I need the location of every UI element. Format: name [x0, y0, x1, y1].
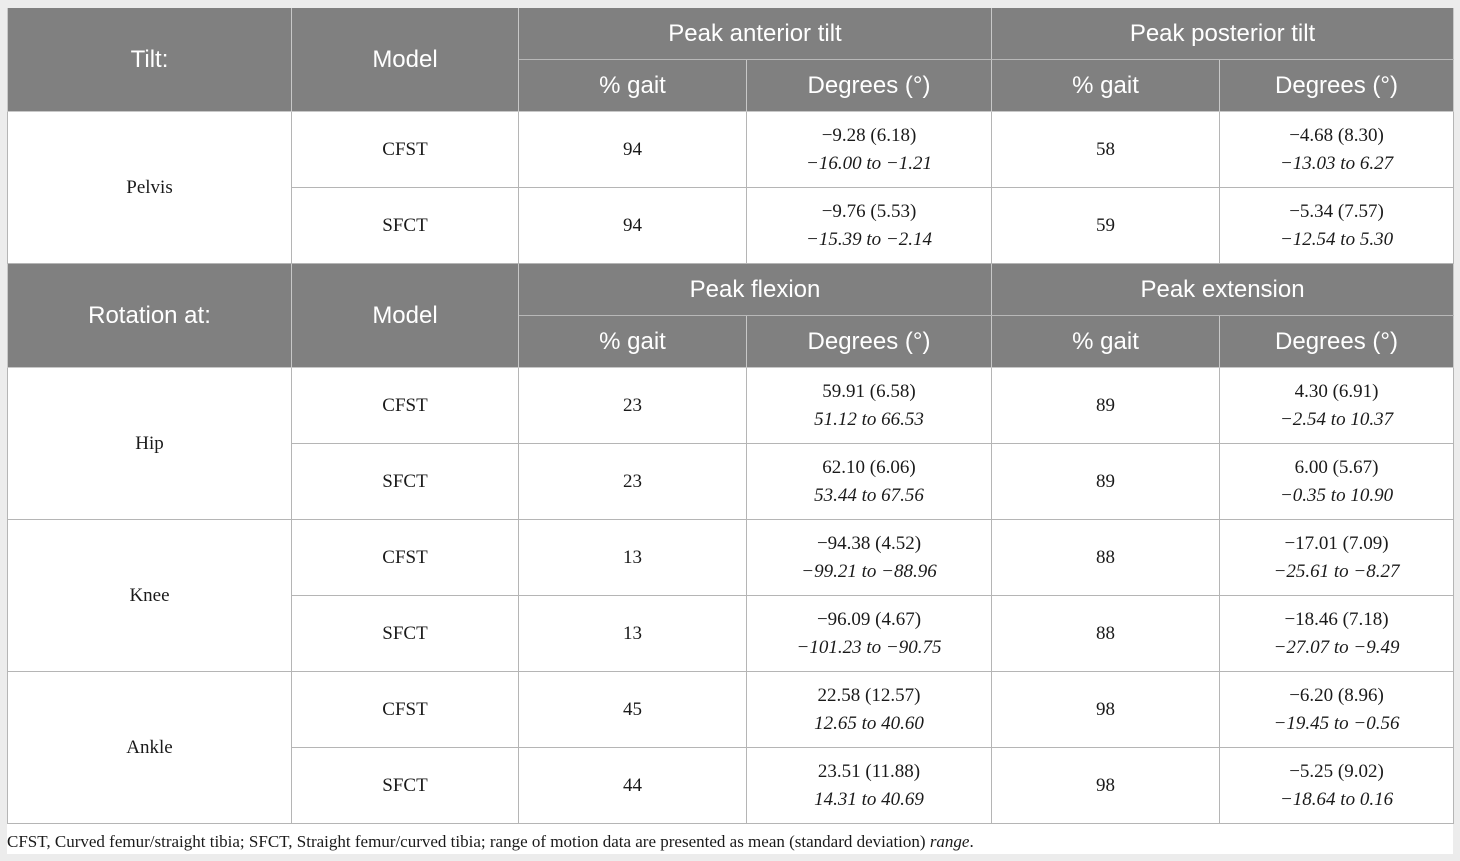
model-cell: SFCT [292, 748, 519, 824]
gait-cell: 89 [992, 444, 1220, 520]
mean-sd-value: −9.76 (5.53) [821, 200, 917, 222]
range-value: −0.35 to 10.90 [1279, 484, 1394, 506]
range-value: −101.23 to −90.75 [796, 636, 942, 658]
degrees-cell [747, 368, 992, 444]
model-cell: CFST [292, 368, 519, 444]
header-gait: % gait [519, 316, 747, 368]
range-value: −25.61 to −8.27 [1273, 560, 1400, 582]
range-value: −99.21 to −88.96 [801, 560, 937, 582]
mean-sd-value: −4.68 (8.30) [1289, 124, 1384, 146]
footnote-italic: range [929, 832, 970, 851]
table-footnote [7, 830, 1453, 854]
mean-sd-value: −9.28 (6.18) [821, 124, 917, 146]
degrees-cell [747, 672, 992, 748]
row-group-label: Hip [8, 368, 292, 520]
table-row [8, 520, 1454, 596]
mean-sd-value: −6.20 (8.96) [1289, 684, 1384, 706]
model-cell: SFCT [292, 444, 519, 520]
header-group-1: Peak flexion [519, 264, 992, 316]
header-model: Model [292, 264, 519, 368]
degrees-cell [747, 112, 992, 188]
range-value: −16.00 to −1.21 [806, 152, 932, 174]
model-cell: CFST [292, 520, 519, 596]
range-value: −19.45 to −0.56 [1273, 712, 1400, 734]
gait-cell: 94 [519, 112, 747, 188]
gait-cell: 23 [519, 444, 747, 520]
header-model: Model [292, 8, 519, 112]
header-group-1: Peak anterior tilt [519, 8, 992, 60]
gait-cell: 13 [519, 596, 747, 672]
header-row [8, 264, 1454, 316]
range-value: −27.07 to −9.49 [1273, 636, 1400, 658]
degrees-cell [1220, 748, 1454, 824]
mean-sd-value: −5.25 (9.02) [1289, 760, 1384, 782]
degrees-cell [1220, 112, 1454, 188]
footnote-end: . [969, 832, 974, 851]
mean-sd-value: 23.51 (11.88) [817, 760, 921, 782]
degrees-cell [747, 188, 992, 264]
range-value: −2.54 to 10.37 [1279, 408, 1394, 430]
mean-sd-value: 6.00 (5.67) [1294, 456, 1379, 478]
degrees-cell [747, 748, 992, 824]
model-cell: SFCT [292, 596, 519, 672]
degrees-cell [1220, 368, 1454, 444]
header-row-label: Rotation at: [8, 264, 292, 368]
degrees-cell [747, 596, 992, 672]
header-row [8, 8, 1454, 60]
header-degrees: Degrees (°) [1220, 60, 1454, 112]
range-value: 12.65 to 40.60 [814, 712, 924, 734]
table-row [8, 368, 1454, 444]
range-value: 14.31 to 40.69 [814, 788, 924, 810]
header-group-2: Peak extension [992, 264, 1454, 316]
row-group-label: Ankle [8, 672, 292, 824]
range-value: −12.54 to 5.30 [1279, 228, 1394, 250]
range-value: −15.39 to −2.14 [806, 228, 932, 250]
range-value: −18.64 to 0.16 [1279, 788, 1394, 810]
gait-cell: 98 [992, 748, 1220, 824]
data-table [7, 8, 1454, 824]
header-degrees: Degrees (°) [1220, 316, 1454, 368]
degrees-cell [1220, 188, 1454, 264]
gait-cell: 98 [992, 672, 1220, 748]
degrees-cell [1220, 672, 1454, 748]
degrees-cell [1220, 444, 1454, 520]
gait-cell: 44 [519, 748, 747, 824]
degrees-cell [747, 444, 992, 520]
mean-sd-value: −96.09 (4.67) [816, 608, 922, 630]
mean-sd-value: −17.01 (7.09) [1284, 532, 1389, 554]
row-group-label: Knee [8, 520, 292, 672]
row-group-label: Pelvis [8, 112, 292, 264]
header-row-label: Tilt: [8, 8, 292, 112]
mean-sd-value: −18.46 (7.18) [1284, 608, 1389, 630]
gait-cell: 94 [519, 188, 747, 264]
gait-cell: 58 [992, 112, 1220, 188]
header-gait: % gait [519, 60, 747, 112]
gait-cell: 89 [992, 368, 1220, 444]
mean-sd-value: 59.91 (6.58) [822, 380, 916, 402]
header-group-2: Peak posterior tilt [992, 8, 1454, 60]
mean-sd-value: 62.10 (6.06) [822, 456, 916, 478]
table-figure [7, 8, 1453, 854]
gait-cell: 59 [992, 188, 1220, 264]
header-degrees: Degrees (°) [747, 316, 992, 368]
model-cell: CFST [292, 112, 519, 188]
model-cell: CFST [292, 672, 519, 748]
degrees-cell [1220, 520, 1454, 596]
mean-sd-value: −94.38 (4.52) [816, 532, 922, 554]
range-value: −13.03 to 6.27 [1279, 152, 1394, 174]
table-body [8, 8, 1454, 824]
gait-cell: 88 [992, 520, 1220, 596]
table-row [8, 112, 1454, 188]
mean-sd-value: −5.34 (7.57) [1289, 200, 1384, 222]
model-cell: SFCT [292, 188, 519, 264]
gait-cell: 45 [519, 672, 747, 748]
header-degrees: Degrees (°) [747, 60, 992, 112]
table-row [8, 672, 1454, 748]
gait-cell: 23 [519, 368, 747, 444]
gait-cell: 88 [992, 596, 1220, 672]
mean-sd-value: 4.30 (6.91) [1294, 380, 1379, 402]
footnote-text: CFST, Curved femur/straight tibia; SFCT, Straight femur/curved tibia; range of motion data are presented as mean (standard deviation) [7, 832, 930, 851]
degrees-cell [1220, 596, 1454, 672]
mean-sd-value: 22.58 (12.57) [817, 684, 921, 706]
range-value: 51.12 to 66.53 [814, 408, 924, 430]
gait-cell: 13 [519, 520, 747, 596]
degrees-cell [747, 520, 992, 596]
header-gait: % gait [992, 316, 1220, 368]
header-gait: % gait [992, 60, 1220, 112]
range-value: 53.44 to 67.56 [814, 484, 924, 506]
